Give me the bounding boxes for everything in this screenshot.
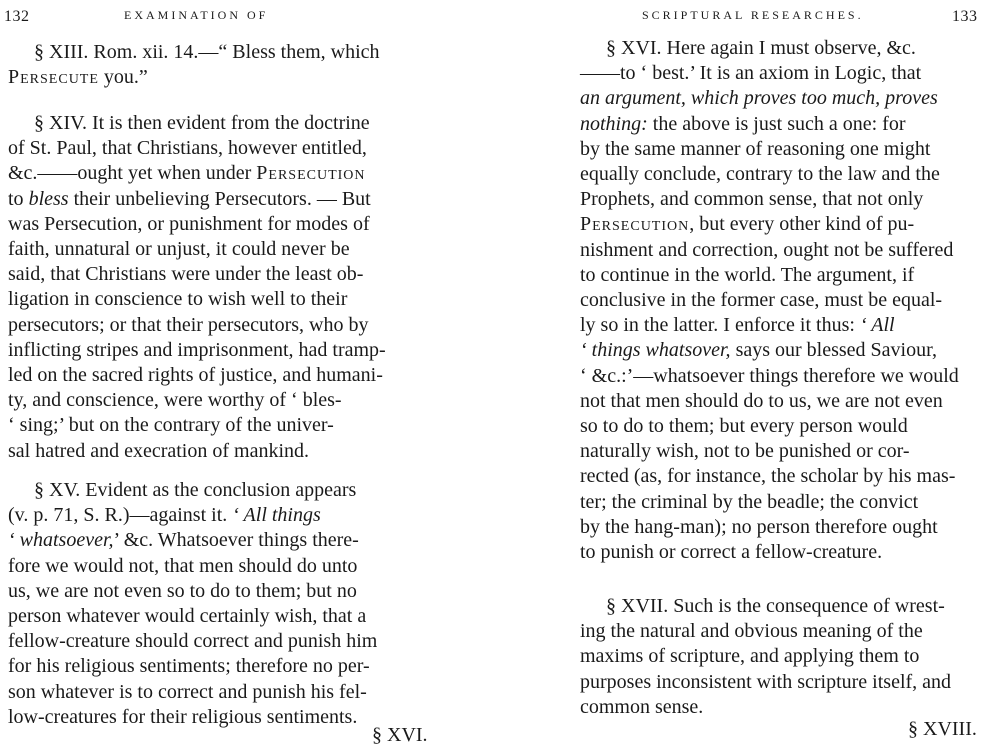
- section-xvi-line: ——to ‘ best.’ It is an axiom in Logic, that: [580, 62, 922, 85]
- section-xvi-line: ‘ things whatsover, says our blessed Saviour,: [580, 339, 937, 362]
- section-xvi-line: ly so in the latter. I enforce it thus: ‘ All: [580, 314, 895, 337]
- section-xvii: [580, 594, 994, 720]
- section-xiii-line: Persecute you.”: [8, 66, 148, 89]
- section-xiii-line: § XIII. Rom. xii. 14.—“ Bless them, which: [34, 41, 380, 63]
- section-xv-line: son whatever is to correct and punish his fel-: [8, 680, 367, 703]
- section-xiv-line: was Persecution, or punishment for modes of: [8, 212, 370, 235]
- section-xvii-line: maxims of scripture, and applying them to: [580, 645, 920, 668]
- section-xvi-line: to continue in the world. The argument, if: [580, 263, 915, 286]
- section-xvi-line: by the hang-man); no person therefore ought: [580, 515, 938, 538]
- section-xvi-line: conclusive in the former case, must be equal-: [580, 289, 943, 312]
- section-xvi: [580, 36, 994, 565]
- section-xvi-line: by the same manner of reasoning one might: [580, 137, 931, 160]
- section-xiv-line: &c.——ought yet when under Persecution: [8, 162, 366, 185]
- section-xv-line: fellow-creature should correct and punish him: [8, 630, 378, 653]
- section-xv-line: § XV. Evident as the conclusion appears: [34, 479, 357, 501]
- section-xiv-line: persecutors; or that their persecutors, who by: [8, 313, 369, 336]
- left-catchword: § XVI.: [372, 724, 428, 746]
- section-xiv-line: inflicting stripes and imprisonment, had tramp-: [8, 338, 386, 361]
- right-page: [500, 0, 1000, 754]
- section-xvi-line: naturally wish, not to be punished or cor-: [580, 440, 910, 463]
- section-xvi-line: so to do to them; but every person would: [580, 415, 908, 438]
- section-xiv-line: of St. Paul, that Christians, however entitled,: [8, 137, 367, 160]
- section-xvi-line: ter; the criminal by the beadle; the convict: [580, 490, 919, 513]
- right-running-head: SCRIPTURAL RESEARCHES.: [642, 8, 864, 22]
- section-xvii-line: common sense.: [580, 695, 704, 718]
- right-page-number: 133: [952, 8, 978, 25]
- section-xvi-line: an argument, which proves too much, proves: [580, 87, 938, 110]
- section-xvi-line: rected (as, for instance, the scholar by his mas-: [580, 465, 956, 488]
- section-xvi-line: not that men should do to us, we are not even: [580, 389, 943, 412]
- section-xvii-line: purposes inconsistent with scripture itself, and: [580, 670, 952, 693]
- section-xv-line: fore we would not, that men should do unto: [8, 554, 358, 577]
- section-xvii-line: § XVII. Such is the consequence of wrest-: [606, 595, 945, 617]
- section-xvi-line: nothing: the above is just such a one: for: [580, 112, 906, 135]
- section-xvi-line: nishment and correction, ought not be suffered: [580, 238, 954, 261]
- left-running-head: EXAMINATION OF: [124, 8, 269, 22]
- section-xvi-line: § XVI. Here again I must observe, &c.: [606, 37, 916, 59]
- section-xiii: [8, 40, 436, 90]
- section-xiv-line: to bless their unbelieving Persecutors. — But: [8, 187, 371, 210]
- section-xiv-line: ‘ sing;’ but on the contrary of the univer-: [8, 414, 334, 437]
- section-xvi-line: Prophets, and common sense, that not only: [580, 188, 924, 211]
- section-xv-line: us, we are not even so to do to them; but no: [8, 579, 357, 602]
- section-xiv-line: § XIV. It is then evident from the doctrine: [34, 112, 370, 134]
- section-xiv: [8, 111, 436, 464]
- section-xvi-line: Persecution, but every other kind of pu-: [580, 213, 915, 236]
- section-xiv-line: faith, unnatural or unjust, it could never be: [8, 238, 350, 261]
- section-xv-line: person whatever would certainly wish, that a: [8, 605, 367, 628]
- section-xv: [8, 478, 436, 730]
- section-xv-line: (v. p. 71, S. R.)—against it. ‘ All things: [8, 504, 321, 527]
- section-xiv-line: said, that Christians were under the least ob-: [8, 263, 364, 286]
- section-xvii-line: ing the natural and obvious meaning of the: [580, 620, 923, 643]
- section-xvi-line: equally conclude, contrary to the law and the: [580, 163, 940, 186]
- section-xiv-line: sal hatred and execration of mankind.: [8, 439, 309, 462]
- left-page-number: 132: [4, 8, 30, 25]
- right-catchword: § XVIII.: [908, 718, 977, 740]
- section-xvi-line: to punish or correct a fellow-creature.: [580, 541, 883, 564]
- section-xv-line: low-creatures for their religious sentiments.: [8, 705, 358, 728]
- section-xvi-line: ‘ &c.:’—whatsoever things therefore we would: [580, 364, 959, 387]
- section-xv-line: for his religious sentiments; therefore no per-: [8, 655, 370, 678]
- section-xiv-line: ty, and conscience, were worthy of ‘ bles-: [8, 389, 342, 412]
- section-xiv-line: ligation in conscience to wish well to their: [8, 288, 348, 311]
- section-xiv-line: led on the sacred rights of justice, and humani-: [8, 364, 383, 387]
- section-xv-line: ‘ whatsoever,’ &c. Whatsoever things there-: [8, 529, 359, 552]
